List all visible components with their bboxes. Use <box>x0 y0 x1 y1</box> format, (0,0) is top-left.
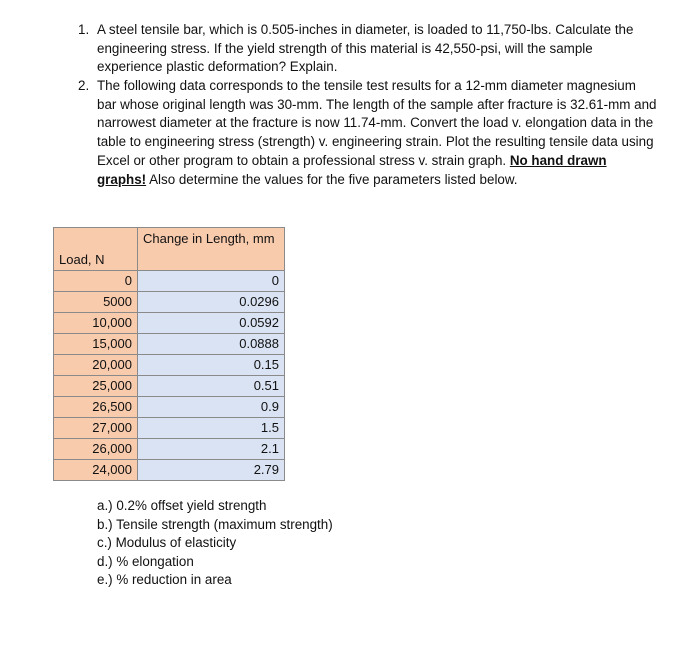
question-text <box>97 77 658 189</box>
header-change-in-length: Change in Length, mm <box>138 228 285 271</box>
question-2 <box>78 77 658 189</box>
change-in-length-cell: 2.1 <box>138 439 285 460</box>
parameter-list <box>97 497 333 590</box>
table-row <box>54 460 285 481</box>
load-cell: 26,000 <box>54 439 138 460</box>
question-text: A steel tensile bar, which is 0.505-inches in diameter, is loaded to 11,750-lbs. Calculate the engineering stress. If the yield strength of this material is 42,550-psi, will the sample experience plastic deformation? Explain. <box>97 22 634 75</box>
table-row <box>54 355 285 376</box>
table-row <box>54 271 285 292</box>
emphasis-text: No hand drawn graphs! <box>97 152 607 187</box>
change-in-length-cell: 0.9 <box>138 397 285 418</box>
question-1 <box>78 21 658 77</box>
change-in-length-cell: 2.79 <box>138 460 285 481</box>
load-cell: 24,000 <box>54 460 138 481</box>
table-row <box>54 334 285 355</box>
change-in-length-cell: 0.0296 <box>138 292 285 313</box>
question-text-part: The following data corresponds to the tensile test results for a 12-mm diameter magnesium bar whose original length was 30-mm. The length of the sample after fracture is 32.61-mm and narrowest diameter at the fracture is now 11.74-mm. Convert the load v. elongation data in the table to engineering stress (strength) v. engineering strain. Plot the resulting tensile data using Excel or other program to obtain a professional stress v. strain graph. <box>97 78 657 168</box>
table-row <box>54 397 285 418</box>
load-cell: 26,500 <box>54 397 138 418</box>
load-cell: 5000 <box>54 292 138 313</box>
load-cell: 15,000 <box>54 334 138 355</box>
load-cell: 0 <box>54 271 138 292</box>
change-in-length-cell: 0.0592 <box>138 313 285 334</box>
parameter-item: d.) % elongation <box>97 553 194 569</box>
table-row <box>54 292 285 313</box>
table-header-row <box>54 228 285 271</box>
change-in-length-cell: 0 <box>138 271 285 292</box>
data-table <box>53 227 285 481</box>
question-number: 2. <box>78 78 90 93</box>
change-in-length-cell: 1.5 <box>138 418 285 439</box>
change-in-length-cell: 0.51 <box>138 376 285 397</box>
header-load: Load, N <box>54 228 138 271</box>
change-in-length-cell: 0.0888 <box>138 334 285 355</box>
question-number: 1. <box>78 22 90 37</box>
table-row <box>54 418 285 439</box>
load-cell: 10,000 <box>54 313 138 334</box>
table-row <box>54 439 285 460</box>
load-cell: 25,000 <box>54 376 138 397</box>
question-text-part: Also determine the values for the five parameters listed below. <box>146 171 518 187</box>
parameter-item: a.) 0.2% offset yield strength <box>97 498 267 513</box>
load-cell: 27,000 <box>54 418 138 439</box>
change-in-length-cell: 0.15 <box>138 355 285 376</box>
parameter-item: e.) % reduction in area <box>97 572 232 588</box>
table-row <box>54 313 285 334</box>
table-row <box>54 376 285 397</box>
parameter-item: b.) Tensile strength (maximum strength) <box>97 516 333 532</box>
load-cell: 20,000 <box>54 355 138 376</box>
parameter-item: c.) Modulus of elasticity <box>97 535 237 551</box>
